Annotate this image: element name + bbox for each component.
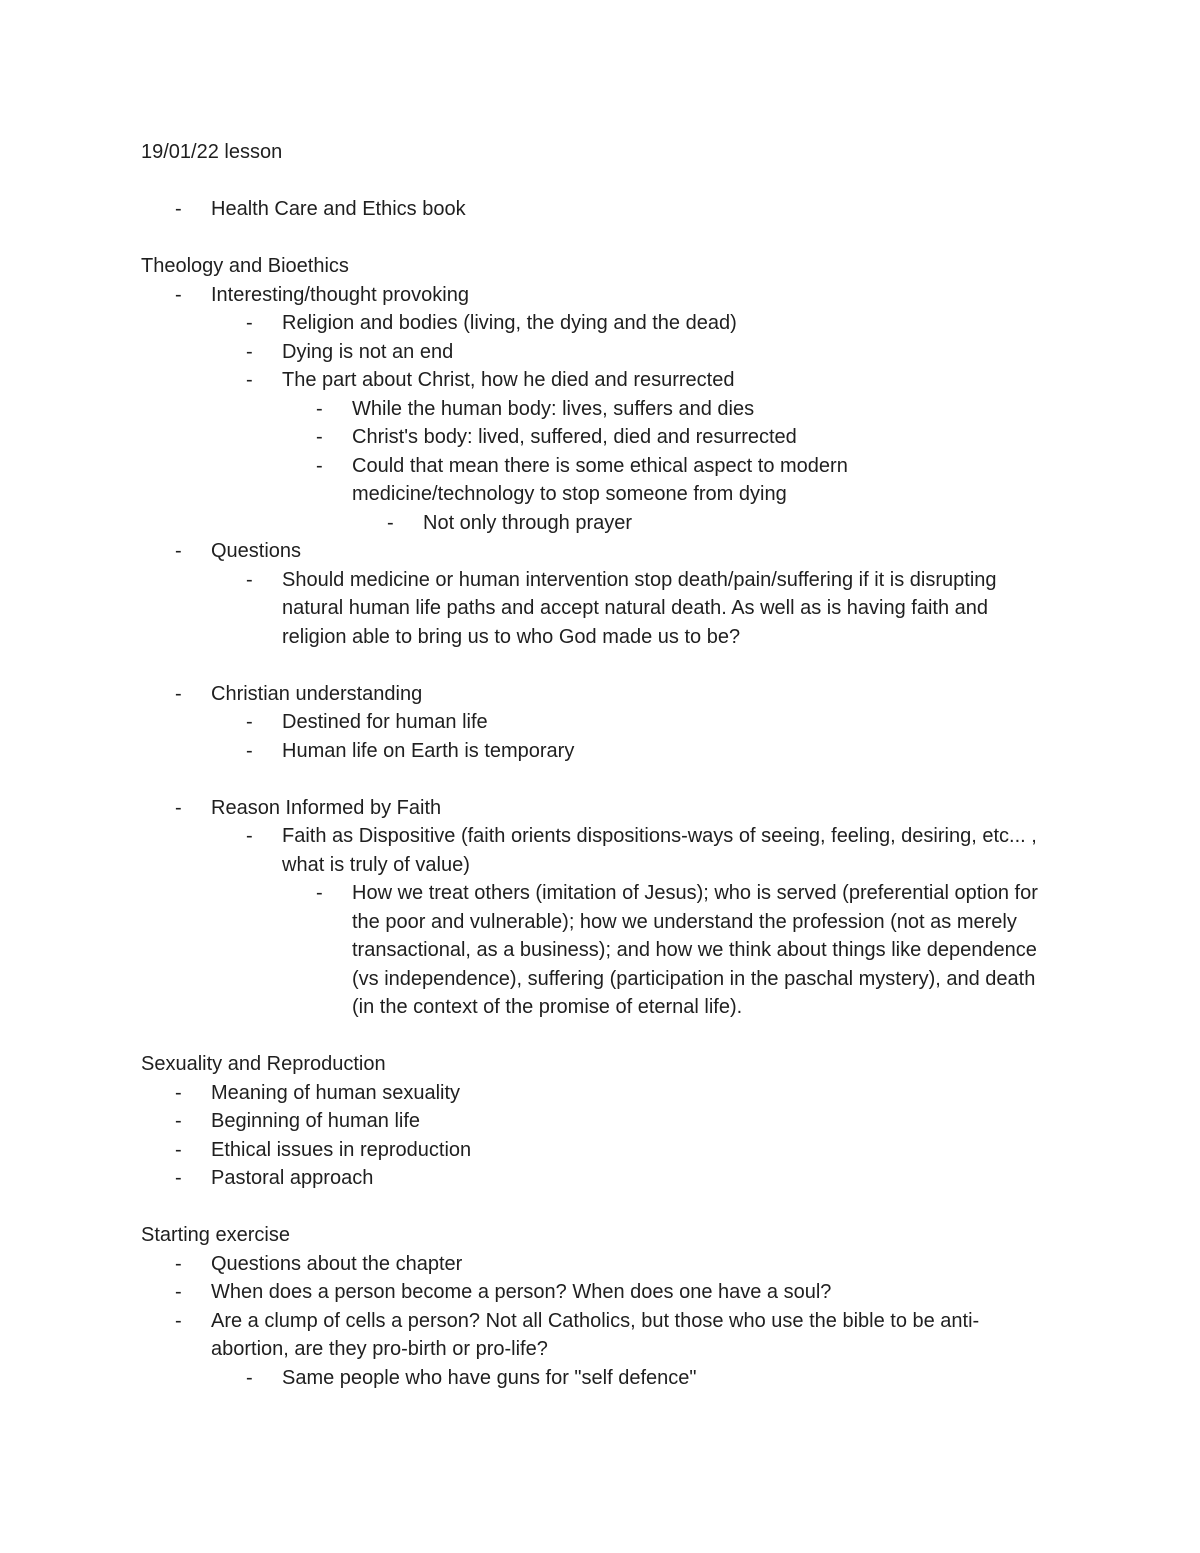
- list-item: [141, 1079, 1066, 1108]
- document-page: [141, 138, 1066, 1392]
- list-item: [141, 737, 1066, 766]
- list-item: [141, 537, 1066, 566]
- date-heading: 19/01/22 lesson: [141, 141, 283, 163]
- list-item: [141, 338, 1066, 367]
- dash-bullet: -: [175, 540, 182, 562]
- list-item-text: Same people who have guns for "self defence": [282, 1366, 697, 1389]
- dash-bullet: -: [175, 1281, 182, 1303]
- list-item: [141, 680, 1066, 709]
- list-item-text: Religion and bodies (living, the dying and the dead): [282, 312, 737, 334]
- theology-list: [141, 281, 1066, 652]
- dash-bullet: -: [175, 796, 182, 819]
- section-heading-starting-exercise: Starting exercise: [141, 1224, 290, 1246]
- list-item-text: Interesting/thought provoking: [211, 283, 469, 306]
- dash-bullet: -: [246, 825, 253, 847]
- list-item: [141, 195, 1066, 224]
- list-item-text: Human life on Earth is temporary: [282, 739, 575, 762]
- starting-exercise-list: [141, 1250, 1066, 1393]
- list-item: [141, 566, 1066, 652]
- spacer: [141, 224, 1066, 253]
- list-item-text: Are a clump of cells a person? Not all Catholics, but those who use the bible to be anti-abortion, are they pro-birth or pro-life?: [211, 1309, 980, 1360]
- dash-bullet: -: [316, 454, 323, 477]
- list-item-text: Beginning of human life: [211, 1110, 421, 1132]
- dash-bullet: -: [246, 340, 253, 363]
- list-item: [141, 509, 1066, 538]
- list-item: [141, 1364, 1066, 1393]
- dash-bullet: -: [246, 711, 253, 733]
- dash-bullet: -: [246, 739, 253, 762]
- list-item: [141, 1164, 1066, 1193]
- list-item: [141, 423, 1066, 452]
- list-item: [141, 708, 1066, 737]
- list-item-text: How we treat others (imitation of Jesus); who is served (preferential option for the poor and vulnerable); how we understand the profession (not as merely transactional, as a business); and how we think about things like dependence (vs independence), suffering (participation in the paschal mystery), and death (in the context of the promise of eternal life).: [352, 882, 1038, 1018]
- dash-bullet: -: [387, 511, 394, 534]
- spacer: [141, 651, 1066, 680]
- spacer: [141, 765, 1066, 794]
- list-item-text: Should medicine or human intervention stop death/pain/suffering if it is disrupting natural human life paths and accept natural death. As well as is having faith and religion able to bring us to who God made us to be?: [282, 568, 997, 648]
- dash-bullet: -: [175, 1252, 182, 1275]
- list-item: [141, 309, 1066, 338]
- list-item-text: Could that mean there is some ethical aspect to modern medicine/technology to stop someone from dying: [352, 454, 848, 505]
- list-item-text: Ethical issues in reproduction: [211, 1138, 472, 1161]
- christian-list: [141, 680, 1066, 766]
- list-item-text: Christ's body: lived, suffered, died and resurrected: [352, 426, 797, 448]
- list-item: [141, 281, 1066, 310]
- list-item-text: Dying is not an end: [282, 340, 454, 363]
- list-item-text: Health Care and Ethics book: [211, 198, 466, 220]
- spacer: [141, 1022, 1066, 1051]
- spacer: [141, 1193, 1066, 1222]
- list-item-text: Pastoral approach: [211, 1167, 374, 1189]
- spacer: [141, 167, 1066, 196]
- dash-bullet: -: [175, 1167, 182, 1189]
- list-item-text: Faith as Dispositive (faith orients dispositions-ways of seeing, feeling, desiring, etc... , what is truly of value): [282, 825, 1037, 876]
- dash-bullet: -: [175, 682, 182, 705]
- list-item: [141, 794, 1066, 823]
- dash-bullet: -: [316, 397, 323, 420]
- dash-bullet: -: [175, 198, 182, 220]
- section-heading-theology: Theology and Bioethics: [141, 255, 349, 277]
- list-item: [141, 395, 1066, 424]
- dash-bullet: -: [175, 1081, 182, 1104]
- list-item: [141, 1107, 1066, 1136]
- dash-bullet: -: [175, 1138, 182, 1161]
- list-item: [141, 366, 1066, 395]
- list-item: [141, 1250, 1066, 1279]
- sexuality-list: [141, 1079, 1066, 1193]
- dash-bullet: -: [246, 312, 253, 334]
- dash-bullet: -: [246, 1366, 253, 1389]
- list-item: [141, 1136, 1066, 1165]
- list-item: [141, 452, 1066, 509]
- dash-bullet: -: [246, 369, 253, 391]
- dash-bullet: -: [175, 1110, 182, 1132]
- dash-bullet: -: [316, 426, 323, 448]
- list-item-text: Reason Informed by Faith: [211, 796, 442, 819]
- list-item-text: Questions: [211, 540, 302, 562]
- reason-list: [141, 794, 1066, 1022]
- list-item: [141, 822, 1066, 879]
- list-item-text: The part about Christ, how he died and resurrected: [282, 369, 735, 391]
- list-item: [141, 879, 1066, 1022]
- list-item: [141, 1307, 1066, 1364]
- dash-bullet: -: [175, 1309, 182, 1332]
- list-item-text: Not only through prayer: [423, 511, 633, 534]
- list-item-text: Christian understanding: [211, 682, 423, 705]
- section-heading-sexuality: Sexuality and Reproduction: [141, 1053, 386, 1075]
- dash-bullet: -: [175, 283, 182, 306]
- list-item: [141, 1278, 1066, 1307]
- intro-list: [141, 195, 1066, 224]
- list-item-text: Questions about the chapter: [211, 1252, 463, 1275]
- list-item-text: When does a person become a person? When does one have a soul?: [211, 1281, 832, 1303]
- dash-bullet: -: [246, 568, 253, 591]
- list-item-text: Meaning of human sexuality: [211, 1081, 461, 1104]
- list-item-text: Destined for human life: [282, 711, 488, 733]
- list-item-text: While the human body: lives, suffers and dies: [352, 397, 755, 420]
- dash-bullet: -: [316, 882, 323, 904]
